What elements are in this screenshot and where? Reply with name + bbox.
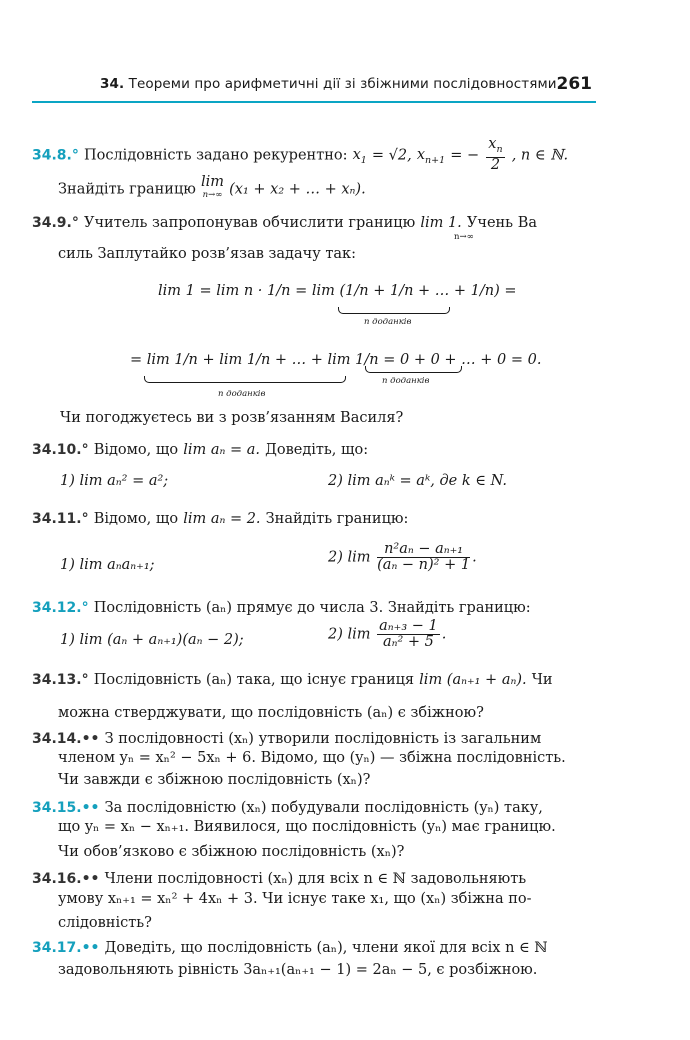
- brace-label: n доданків: [218, 389, 266, 399]
- brace-label: n доданків: [364, 317, 412, 327]
- limit: lim n→∞: [201, 174, 225, 200]
- running-header: [100, 76, 557, 92]
- problem-number: 34.8.°: [32, 147, 79, 164]
- problem-34-8: 34.8.° Послідовність задано рекурентно: $x_1 = √2$, $x_{n+1}$ = − $\frac{x_n}{2}$ , n ∈ ℕ.: [32, 136, 569, 173]
- fraction: $\frac{\text{aₙ₊₃ − 1}}{\text{aₙ² + 5}}$: [379, 618, 438, 650]
- item-1: 1) lim aₙ² = a²;: [60, 473, 169, 489]
- item-2: 2) lim aₙᵏ = aᵏ, де k ∈ N.: [328, 473, 507, 489]
- item-2: 2) lim $\frac{\text{n²aₙ − aₙ₊₁}}{\text{(aₙ − n)² + 1}}$ .: [328, 541, 477, 573]
- problem-text: слідовність?: [58, 915, 152, 931]
- item-2: 2) lim $\frac{\text{aₙ₊₃ − 1}}{\text{aₙ² + 5}}$ .: [328, 618, 447, 650]
- problem-text: можна стверджувати, що послідовність (aₙ) є збіжною?: [58, 705, 484, 721]
- problem-number: 34.9.°: [32, 215, 79, 231]
- problem-34-15: 34.15.•• За послідовністю (xₙ) побудували послідовність (yₙ) таку,: [32, 800, 543, 816]
- problem-number: 34.14.••: [32, 731, 100, 747]
- item-1: 1) lim aₙaₙ₊₁;: [60, 557, 155, 573]
- problem-34-12: 34.12.° Послідовність (aₙ) прямує до числа 3. Знайдіть границю:: [32, 600, 531, 616]
- problem-text: задовольняють рівність 3aₙ₊₁(aₙ₊₁ − 1) = 2aₙ − 5, є розбіжною.: [58, 962, 538, 978]
- problem-34-16: 34.16.•• Члени послідовності (xₙ) для всіх n ∈ ℕ задовольняють: [32, 871, 527, 887]
- problem-number: 34.15.••: [32, 800, 100, 816]
- problem-34-10: 34.10.° Відомо, що lim aₙ = a. Доведіть, що:: [32, 442, 369, 458]
- problem-34-14: 34.14.•• З послідовності (xₙ) утворили послідовність із загальним: [32, 731, 542, 747]
- limit-subscript: n→∞: [454, 232, 474, 242]
- underbrace: [144, 376, 346, 383]
- problem-34-8-line2: Знайдіть границю lim n→∞ (x₁ + x₂ + … + xₙ).: [58, 174, 366, 200]
- problem-number: 34.12.°: [32, 600, 89, 616]
- problem-text: Чи обов’язково є збіжною послідовність (xₙ)?: [58, 844, 405, 860]
- problem-text: членом yₙ = xₙ² − 5xₙ + 6. Відомо, що (yₙ) — збіжна послідовність.: [58, 750, 566, 766]
- brace-label: n доданків: [382, 376, 430, 386]
- section-title: Теореми про арифметичні дії зі збіжними послідовностями: [128, 76, 557, 92]
- problem-text: Чи завжди є збіжною послідовність (xₙ)?: [58, 772, 371, 788]
- solution-line-1: lim 1 = lim n · 1/n = lim (1/n + 1/n + … + 1/n) =: [158, 283, 517, 299]
- header-rule: [32, 101, 596, 103]
- fraction: $\frac{x_n}{2}$: [488, 136, 503, 173]
- page-number: 261: [556, 74, 592, 94]
- problem-number: 34.10.°: [32, 442, 89, 458]
- problem-text: силь Заплутайко розв’язав задачу так:: [58, 246, 356, 262]
- problem-number: 34.11.°: [32, 511, 89, 527]
- problem-number: 34.16.••: [32, 871, 100, 887]
- question: Чи погоджуєтесь ви з розв’язанням Василя?: [60, 410, 404, 426]
- underbrace: [338, 307, 450, 314]
- underbrace: [365, 366, 462, 373]
- solution-line-2: = lim 1/n + lim 1/n + … + lim 1/n = 0 + 0 + … + 0 = 0.: [130, 352, 542, 368]
- problem-34-17: 34.17.•• Доведіть, що послідовність (aₙ), члени якої для всіх n ∈ ℕ: [32, 940, 548, 956]
- problem-number: 34.17.••: [32, 940, 100, 956]
- problem-number: 34.13.°: [32, 672, 89, 688]
- section-number: 34.: [100, 76, 125, 92]
- problem-34-9: 34.9.° Учитель запропонував обчислити границю lim 1. Учень Ва: [32, 215, 537, 231]
- item-1: 1) lim (aₙ + aₙ₊₁)(aₙ − 2);: [60, 632, 244, 648]
- problem-text: що yₙ = xₙ − xₙ₊₁. Виявилося, що послідовність (yₙ) має границю.: [58, 819, 556, 835]
- problem-text: Послідовність задано рекурентно:: [83, 147, 348, 164]
- problem-34-13: 34.13.° Послідовність (aₙ) така, що існує границя lim (aₙ₊₁ + aₙ). Чи: [32, 672, 553, 688]
- problem-text: умову xₙ₊₁ = xₙ² + 4xₙ + 3. Чи існує таке x₁, що (xₙ) збіжна по-: [58, 891, 532, 907]
- fraction: $\frac{\text{n²aₙ − aₙ₊₁}}{\text{(aₙ − n)² + 1}}$: [377, 541, 471, 573]
- problem-34-11: 34.11.° Відомо, що lim aₙ = 2. Знайдіть границю:: [32, 511, 409, 527]
